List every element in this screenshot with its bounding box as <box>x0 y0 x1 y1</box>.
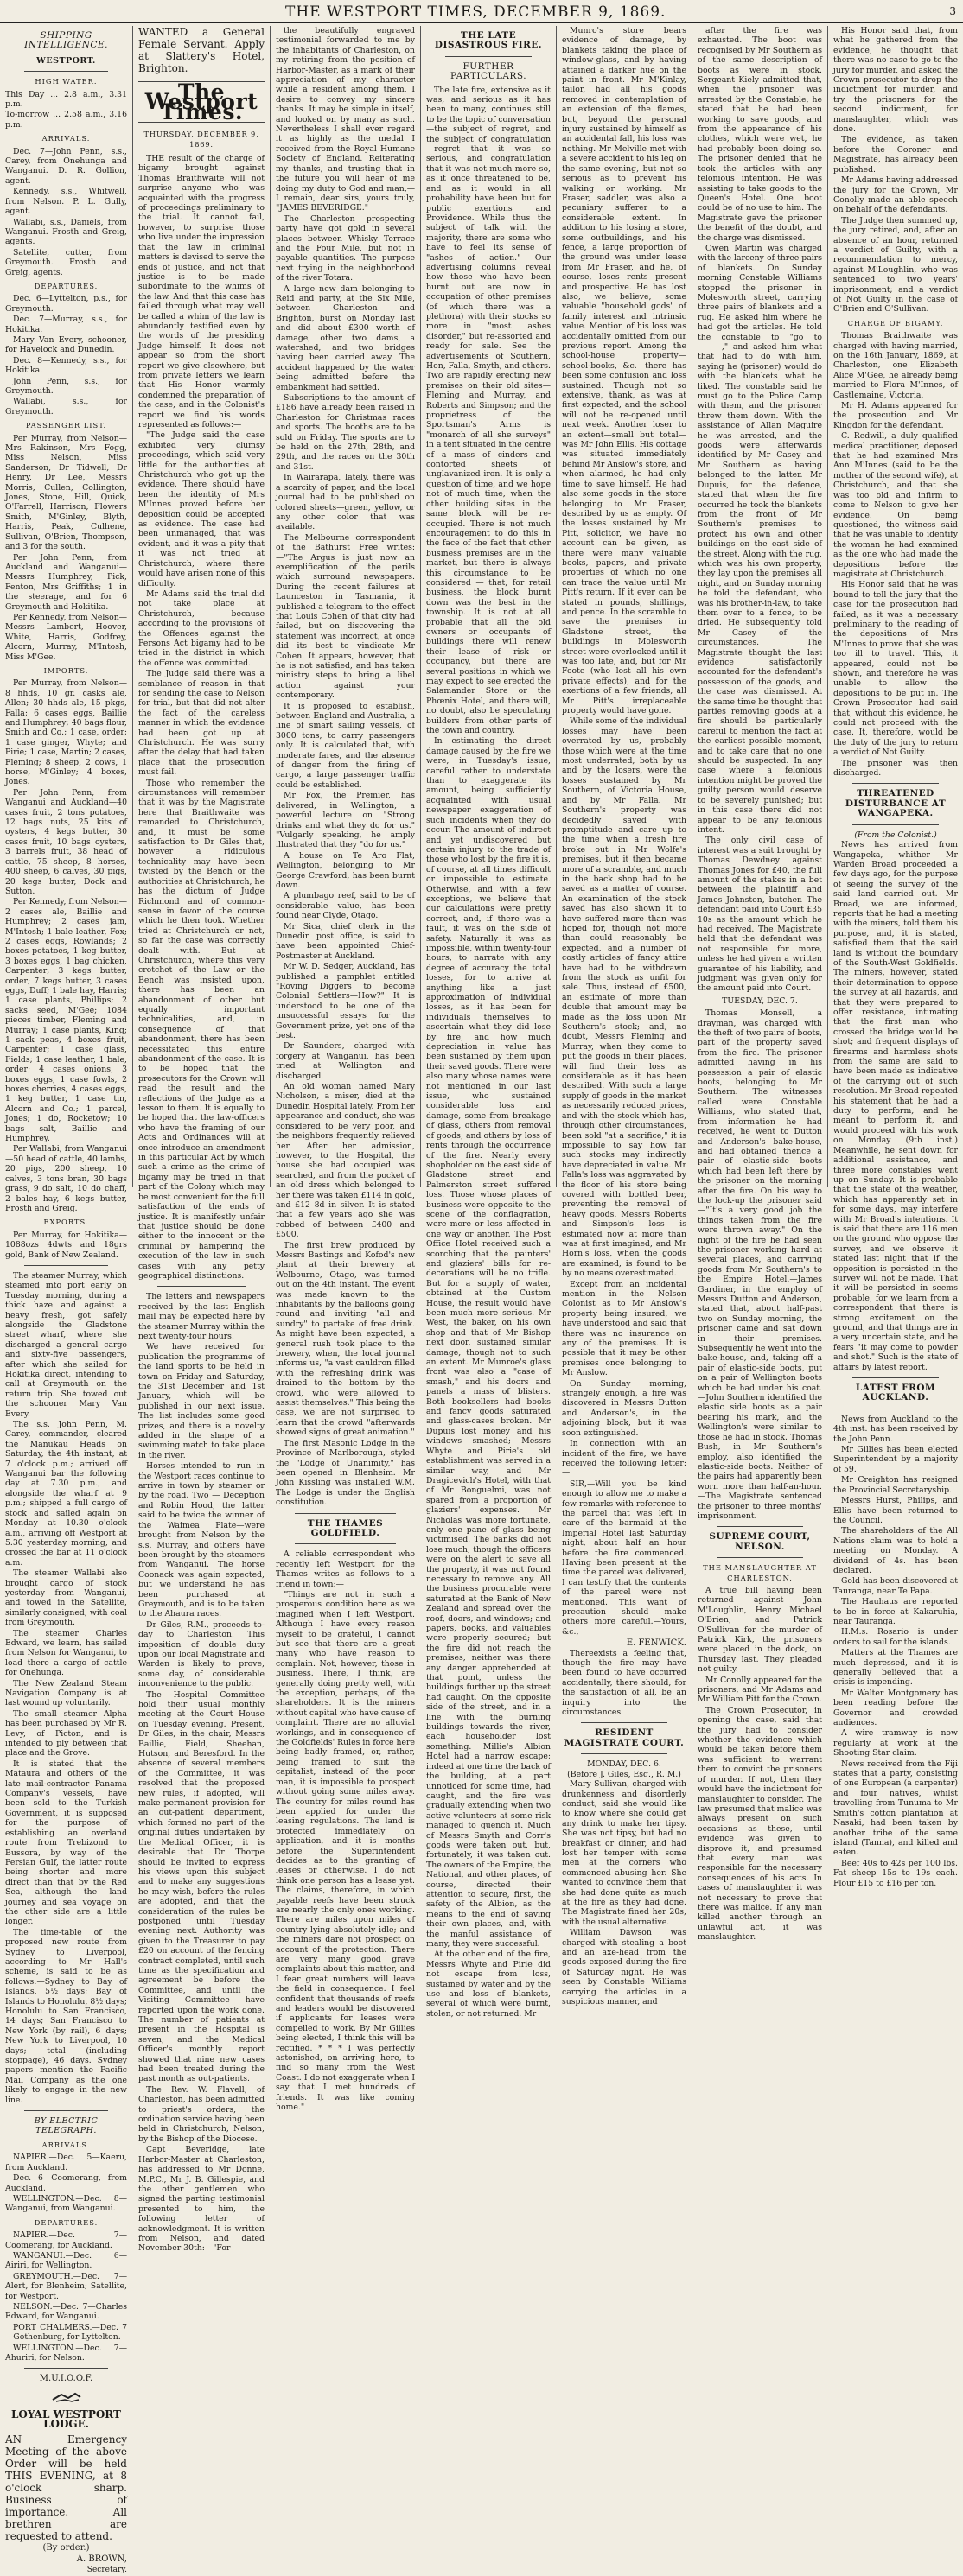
paragraph: We have received for publication the programme of the land sports to be held in town on Friday and Saturday, the 31st December and 1st January, which will be published in our next issue. The list includes some good prizes, and there is a novelty added in the shape of a swimming match to take place in the river. <box>138 1342 265 1460</box>
section-heading: SUPREME COURT, NELSON. <box>709 1531 811 1552</box>
lodge-heading: M.U.I.O.O.F. <box>39 2374 93 2384</box>
paragraph: A house on Te Aro Flat, Wellington, belonging to Mr George Crawford, has been burnt down. <box>276 850 415 890</box>
divider <box>852 824 939 825</box>
list-item: Per John Penn, from Wanganui and Auckland—40 cases fruit, 2 tons potatoes, 12 bags nuts, 25 kits of oysters, 4 kegs butter, 30 cases fruit, 10 bags oysters, 3 barrels fruit, 38 head of cattle, 75 sheep, 8 horses, 400 sheep, 6 calves, 30 pigs, 20 kegs butter, Dock and Sutton. <box>5 787 127 896</box>
court-date: TUESDAY, DEC. 7. <box>722 995 798 1006</box>
paragraph: The Judge then summed up, the jury retired, and, after an absence of an hour, returned a verdict of Guilty, with a recommendation to mercy, against M'Loughlin, who was sentenced to two years' imprisonment; and a verdict of Not Guilty in the case of O'Brien and O'Sullivan. <box>833 215 958 315</box>
paragraph: A true bill having been returned against John M'Loughlin, Henry Michael O'Brien, and Patrick O'Sullivan for the murder of Patrick Kirk, the prisoners were placed in the dock, on Thursday last. They pleaded not guilty. <box>698 1585 822 1675</box>
text-line: To-morrow ... 2.58 a.m., 3.16 p.m. <box>5 110 127 130</box>
paragraph: Mr Creighton has resigned the Provincial Secretaryship. <box>833 1475 958 1495</box>
court-bench: (Before J. Giles, Esq., R. M.) <box>567 1769 681 1779</box>
paragraph: "The Judge said the case exhibited very clumsy proceedings, which said very little for the authorities at Christchurch who got up the evidence. There should have been the identity of Mrs M'Innes proved before her deposition could be accepted as evidence. The case had been unmanaged, that was evident, and it was a pity that it was not tried at Christchurch, where there would have arisen none of this difficulty. <box>138 430 265 588</box>
paragraph: It is stated that the Mataura and others of the late mail-contractor Panama Company's vessels, have been sold to the Turkish Government, it is supposed for the purpose of establishing an overland route from Trebizond to Bussora, by way of the Persian Gulf, the latter route being shorter and more direct than that by the Red Sea, although the land journey and sea voyage on the other side are a little longer. <box>5 1759 127 1927</box>
divider <box>581 1722 667 1723</box>
paragraph: It is proposed to establish, between England and Australia, a line of smart sailing vessels, of 3000 tons, to carry passengers only. It is calculated that, with moderate fares, and the absence of danger from the firing of cargo, a large passenger traffic could be established. <box>276 701 415 790</box>
divider <box>581 1753 667 1754</box>
divider <box>157 1286 246 1287</box>
masthead <box>0 0 963 23</box>
paragraph: The steamer Charles Edward, we learn, has sailed from Nelson for Wanganui, to load there a cargo of cattle for Onehunga. <box>5 1628 127 1678</box>
paragraph: The first Masonic Lodge in the Province of Marlborough, styled the "Lodge of Unanimity," has been opened in Blenheim. Mr John Kissling was installed W.M. The Lodge is under the English constitution. <box>276 1438 415 1508</box>
paragraph: The s.s. John Penn, M. Carey, commander, cleared the Manukau Heads on Saturday, the 4th instant, at 7 o'clock p.m.; arrived off Wanganui bar the following day at 7.30 p.m., and alongside the wharf at 9 p.m.; shipped a full cargo of stock and sailed again on Monday at 10.30 o'clock a.m., arriving off Westport at 5.30 yesterday morning, and crossed the bar at 11 o'clock a.m. <box>5 1420 127 1568</box>
list-item: Kennedy, s.s., Whitwell, from Nelson. P. L. Gully, agent. <box>5 187 127 217</box>
subheading: IMPORTS. <box>43 665 89 675</box>
list-item: Per Murray, from Nelson—Mrs Rakinson, Mrs Fogg, Miss Nelson, Miss Sanderson, Dr Tidwell, Dr Henry, Dr Lee, Messrs Morris, Cullen, Collington, Jones, Stone, Hill, Quick, O'Farrell, Harrison, Flowers Smith, M'Ginley, Blyth, Harris, Peak, Culhene, Sullivan, O'Brien, Thompson, and 3 for the south. <box>5 433 127 552</box>
list-item: NAPIER.—Dec. 5—Kaeru, from Auckland. <box>5 2153 127 2172</box>
paragraph: C. Redwill, a duly qualified medical practitioner, deposed that he had examined Mrs Ann M'Innes (said to be the mother of the second wife), at Christchurch, and that she was too old and infirm to come to Nelson to give her evidence. On being questioned, the witness said that he was unable to identify the woman he had examined as the one who had made the depositions before the magistrate at Christchurch. <box>833 431 958 579</box>
list-item: Per Murray, for Hokitika—1088ozs 4dwts and 18grs gold, Bank of New Zealand. <box>5 1230 127 1260</box>
paragraph: Those who remember the circumstances will remember that it was by the Magistrate here that Braithwaite was remanded to Christchurch, and, it must be some satisfaction to Dr Giles that, however a ridiculous technicality may have been twisted by the Bench or the authorities at Christchurch, he has the dictum of Judge Richmond and of common-sense in favor of the course which he then took. Whether tried at Christchurch or not, so far the case was correctly dealt with. But at Christchurch, where this very crotchet of the Law or the Bench was insisted upon, there has been an abandonment of other but equally important technicalities, and, in consequence of that abandonment, there has been necessitated this entire abandonment of the case. It is to be hoped that the prosecutors for the Crown will read the result and the reflections of the Judge as a lesson to them. It is equally to be hoped that the law-officers who have the framing of our Acts and Ordinances will at once introduce an amendment in this particular Act by which such a crime as the crime of bigamy may be tried in that part of the Colony which may be most convenient for the full satisfaction of the ends of justice. It is manifestly unfair that justice should be done either to the innocent or the criminal by hampering the execution of the law in such cases with any petty geographical distinctions. <box>138 778 265 1281</box>
column-2 <box>132 26 270 2254</box>
paragraph: Mr H. Adams appeared for the prosecution and Mr Kingdon for the defendant. <box>833 401 958 430</box>
paper-name: The Westport Times. <box>144 80 258 124</box>
divider <box>852 783 939 784</box>
paragraph: The small steamer Alpha has been purchased by Mr R. Levy, of Picton, and is intended to ply between that place and the Grove. <box>5 1708 127 1759</box>
paragraph: Capt Beveridge, late Harbor-Master at Charleston, has addressed to Mr Donne, M.P.C., Mr J. B. Gillespie, and the other gentlemen who signed the parting testimonial presented to him, the following letter of acknowledgment. It is written from Nelson, and dated November 30th:—"For <box>138 2145 265 2254</box>
list-item: Dec. 8—Kennedy, s.s., for Hokitika. <box>5 355 127 376</box>
list-item: PORT CHALMERS.—Dec. 7—Gothenburg, for Lyttelton. <box>5 2322 127 2343</box>
section-heading: SHIPPING INTELLIGENCE. <box>24 30 108 51</box>
paragraph: THE result of the charge of bigamy brought against Thomas Braithwaite will not surprise anyone who was acquainted with the progress of proceedings preliminary to the trial. It cannot fail, however, to surprise those who live under the impression that the law in criminal matters is devised to serve the ends of justice, and not that justice is to be made subordinate to the whims of the law. And that this case has failed through what may well be called a whim of the law is abundantly testified even by the words of the presiding Judge himself. It does not appear so from the short report we give elsewhere, but from private letters we learn that His Honor warmly condemned the preparation of the case, and in the Colonist's report we find his words represented as follows:— <box>138 154 265 429</box>
subheading: THE MANSLAUGHTER AT CHARLESTON. <box>703 1563 817 1582</box>
paragraph: William Dawson was charged with stealing a boot and an axe-head from the goods exposed during the fire of Saturday night. He was seen by Constable Williams carrying the articles in a suspicious manner, and <box>562 1928 686 2007</box>
divider <box>24 1265 108 1266</box>
paragraph: Subscriptions to the amount of £186 have already been raised in Charleston for Christmas races and sports. The booths are to be sold on Friday. The sports are to be held on the 27th, 28th, and 29th, and the races on the 30th and 31st. <box>276 393 415 472</box>
column-5 <box>556 26 692 2007</box>
paragraph: In Wairarapa, lately, there was a scarcity of paper, and the local journal had to be published on colored sheets—green, yellow, or any other color that was available. <box>276 473 415 532</box>
paragraph: News received from the Fiji states that a party, consisting of one European (a carpenter) and four natives, whilst travelling from Tunuma to Mr Smith's cotton plantation at Nasaki, had been taken by another tribe of the same island (Tanna), and killed and eaten. <box>833 1759 958 1858</box>
paragraph: Munro's store bears evidence of damage, by blankets taking the place of window-glass, and by having attained a darker hue on the paint in front. Mr M'Kinlay, tailor, had all his goods removed in contemplation of an extension of the flames, but, beyond the personal injury sustained by himself as an accidental fall, his loss was nothing. Mr Melville met with a severe accident to his leg on the same evening, but not so serious as to prevent his walking or working. Mr Fraser, saddler, was also a pecuniary sufferer to a considerable extent. In addition to his losing a store, some outbuildings, and his fence, a large proportion of the ground was under lease from Mr Fraser, and he, of course, loses rents present and prospective. He has lost also, we believe, some valuable "household gods" of family interest and intrinsic value. Mention of his loss was accidentally omitted from our previous report. Among the school-house property—school-books, &c.—there has been some confusion and loss sustained. Though not so extensive, thank, as was at first expected, and the school will not be re-opened until next week. Another loser to an extent—small but total—was Mr John Ellis. His cottage was situated immediately behind Mr Anslow's store, and when alarmed, he had only time to save himself. He had also some goods in the store belonging to Mr Fraser, described by us as empty. Of the losses sustained by Mr Pitt, solicitor, we have no account can be given, as there were many valuable books, papers, and private properties of which no one can trace the value until Mr Pitt's return. If it ever can be stated in pounds, shillings, and pence. In the scramble to save the premises in Gladstone street, the buildings in Molesworth street were overlooked until it was too late, and, but for Mr Foote (who lost all his own private effects), and for the exertions of a few friends, all Mr Pitt's irreplaceable property would have gone. <box>562 26 686 716</box>
section-subheading: WESTPORT. <box>36 55 96 66</box>
subheading: EXPORTS. <box>43 1218 89 1227</box>
paragraph: Matters at the Thames are much depressed, and it is generally believed that a crisis is impending. <box>833 1648 958 1688</box>
list-item: Per Kennedy, from Nelson—Messrs Lambert, Hoover, White, Harris, Godfrey, Alcorn, Murray, M'Intosh, Miss M'Gee. <box>5 612 127 662</box>
paragraph: The Hauhaus are reported to be in force at Kakaruhia, near Tauranga. <box>833 1597 958 1626</box>
list-item: Dec. 6—Coomerang, from Auckland. <box>5 2173 127 2193</box>
list-item: Per Kennedy, from Nelson—2 cases ale, Baillie and Humphrey; 2 cases jam, M'Intosh; 1 bale leather, Fox; 2 cases eggs, Rowlands; 2 boxes potatoes, 1 keg butter, 3 boxes eggs, 1 bag chicken, Carpenter; 3 kegs butter, order; 7 kegs butter, 3 cases eggs, Duff; 1 bale hay, Harris; 1 case plants, Phillips; 2 sacks seed, M'Gee; 1084 pieces timber, Fleming and Murray; 1 case plants, King; 1 sack peas, 4 boxes fruit, Carpenter; 1 case glass, Fields; 1 case leather, 1 bale, order; 4 cases onions, 3 boxes eggs, 1 case fowls, 2 boxes cherries, 4 cases eggs, 1 keg butter, 1 case tin, Alcorn and Co.; 1 parcel, Jones; 1 do, Rocketow; 10 bags salt, Baillie and Humphrey. <box>5 897 127 1144</box>
divider <box>295 1543 396 1544</box>
list-item: Satellite, cutter, from Greymouth. Frosth and Greig, agents. <box>5 247 127 277</box>
section-heading: BY ELECTRIC TELEGRAPH. <box>34 2116 99 2136</box>
letter: SIR,—Will you be kind enough to allow me to make a few remarks with reference to the parcel that was left in care of the barmaid at the Imperial Hotel last Saturday night, about half an hour before the fire commenced. Having been present at the time the parcel was delivered, I can testify that the contents of the parcel were not mentioned. This want of precaution should make others more careful.—Yours, &c., <box>562 1479 686 1637</box>
paragraph: Mary Sullivan, charged with drunkenness and disorderly conduct, said she would like to know where she could get any drink to make her tipsy. She was not tipsy, but had no breakfast or dinner, and had lost her temper with some men at the corners who commenced abusing her. She wanted to convince them that she had done quite as much at the fire as they had done. The Magistrate fined her 20s, with the usual alternative. <box>562 1779 686 1927</box>
lodge-name: LOYAL WESTPORT LODGE. <box>10 2407 121 2431</box>
paragraph: Beef 40s to 42s per 100 lbs. Fat sheep 15s to 19s each. Flour £15 to £16 per ton. <box>833 1858 958 1888</box>
subheading: ARRIVALS. <box>41 2140 91 2149</box>
paragraph: His Honor said that he was bound to tell the jury that the case for the prosecution had failed, as it was a necessary preliminary to the reading of the depositions of Mrs M'Innes to prove that she was too ill to travel. This, it appeared, could not be shown, and therefore he was unable to allow the depositions to be put in. The Crown Prosecutor had said that, without this evidence, he could not proceed with the case. It, therefore, would be the duty of the jury to return a verdict of Not Guilty. <box>833 580 958 758</box>
paragraph: News from Auckland to the 4th inst. has been received by the John Penn. <box>833 1414 958 1444</box>
paragraph: The Melbourne correspondent of the Bathurst Free writes:—"The Argus is just now an exemplification of the perils which surround newspapers. During the recent failures at Launceston in Tasmania, it published a telegram to the effect that Louis Cohen of that city had failed, but on discovering the statement was incorrect, at once did its best to vindicate Mr Cohen. It appears, however, that he is not satisfied, and has taken ministry steps to bring a libel action against your contemporary. <box>276 532 415 701</box>
paragraph: The evidence, as taken before the Coroner and Magistrate, has already been published. <box>833 135 958 175</box>
list-item: Dec. 6—Lyttelton, p.s., for Greymouth. <box>5 294 127 314</box>
paragraph: The time-table of the proposed new route from Sydney to Liverpool, according to Mr Hall's scheme, is said to be as follows:—Sydney to Bay of Islands, 5½ days; Bay of Islands to Honolulu, 8½ days; Honolulu to San Francisco, 14 days; San Francisco to New York (by rail), 6 days; New York to Liverpool, 10 days; total (including stoppage), 46 days. Sydney papers mention the Pacific Mail Company as the one likely to engage in the new line. <box>5 1927 127 2105</box>
list-item: NAPIER.—Dec. 7—Coomerang, for Auckland. <box>5 2230 127 2250</box>
paragraph: The New Zealand Steam Navigation Company is at last wound up voluntarily. <box>5 1678 127 1708</box>
paragraph: A large new dam belonging to Reid and party, at the Six Mile, between Charleston and Brighton, burst on Monday last and did about £300 worth of damage, other two dams, a watershed, and two bridges having been carried away. The accident happened by the water being admitted before the embankment had settled. <box>276 283 415 392</box>
list-item: WELLINGTON.—Dec. 8—Wanganui, from Wanganui. <box>5 2193 127 2214</box>
list-item: GREYMOUTH.—Dec. 7—Alert, for Blenheim; Satellite, for Westport. <box>5 2271 127 2301</box>
divider <box>717 1526 803 1527</box>
paragraph: Mr Gillies has been elected Superintendent by a majority of 59. <box>833 1445 958 1474</box>
column-3 <box>270 26 420 2113</box>
list-item: Dec. 7—John Penn, s.s., Carey, from Onehunga and Wanganui. D. R. Gollion, agent. <box>5 146 127 186</box>
section-heading: RESIDENT MAGISTRATE COURT. <box>564 1727 685 1748</box>
section-heading: THE THAMES GOLDFIELD. <box>307 1517 384 1538</box>
court-date: MONDAY, DEC. 6. <box>587 1759 661 1770</box>
paragraph: Dr Saunders, charged with forgery at Wanganui, has been tried at Wellington and discharged. <box>276 1041 415 1081</box>
paragraph: The prisoner was then discharged. <box>833 758 958 779</box>
paragraph: Mr Conolly appeared for the prisoners, and Mr Adams and Mr William Pitt for the Crown. <box>698 1675 822 1705</box>
section-subheading: FURTHER PARTICULARS. <box>450 60 527 82</box>
list-item: Mary Van Every, schooner, for Havelock and Dunedin. <box>5 334 127 355</box>
paragraph: Except from an incidental mention in the Nelson Colonist as to Mr Anslow's property being insured, we have understood and said that there was no insurance on any of the premises. It is possible that it may be other premises once belonging to Mr Anslow. <box>562 1279 686 1378</box>
letter-signature: E. FENWICK. <box>626 1638 686 1649</box>
paragraph: Thomas Braithwaite was charged with having married, on the 16th January, 1869, at Charleston, one Elizabeth Alice M'Gee, he already being married to Flora M'Innes, of Castlemaine, Victoria. <box>833 331 958 400</box>
issue-date: THURSDAY, DECEMBER 9, 1869. <box>143 130 259 149</box>
lodge-order: (By order.) <box>42 2542 90 2553</box>
paragraph: Gold has been discovered at Tauranga, near Te Papa. <box>833 1576 958 1596</box>
paragraph: Thomas Monsell, a drayman, was charged with the theft of two pairs of boots, part of the property saved from the fire. The prisoner admitted having in his possession a pair of elastic boots, belonging to Mr Southern. The witnesses called were Constable Williams, who stated that, from information he had received, he went to Dutton and Anderson's bake-house, and had obtained thence a pair of elastic-side boots which had been left there by the prisoner on the morning after the fire. On his way to the lock-up the prisoner said—"It's a very good job the things taken from the fire were thrown away." On the night of the fire he had seen the prisoner working hard at several places, and carrying goods from Mr Southern's to the Empire Hotel.—James Gardiner, in the employ of Messrs Dutton and Anderson, stated that, about half-past two on Sunday morning, the prisoner came and sat down in their premises. Subsequently he went into the bake-house, and, taking off a pair of elastic-side boots, put on a pair of Wellington boots which he had under his coat.—John Southern identified the elastic side boots as a pair bearing his mark, and the Wellington's were similar to those he had in stock. Thomas Bush, in Mr Southern's employ, also identified the elastic-side boots. Neither of the pairs had apparently been worn more than half-an-hour.—The Magistrate sentenced the prisoner to three months' imprisonment. <box>698 1008 822 1521</box>
paragraph: While some of the individual losses may have been overrated by us, probably those which were at the time most underrated, both by us and by the losers, were the losses sustained by Mr Southern, of Victoria House, and by Mr Falla. Mr Southern's property was decidedly saved with promptitude and care up to the time when a fresh fire broke out in Mr Wolfe's premises, but it then became more of a scramble, and much in the back shop had to be saved as a matter of course. An examination of the stock saved has also shown it to have suffered more than was hoped for, though not more than could reasonably be expected, and a number of costly articles of fancy attire have had to be withdrawn from the stock as unfit for sale. Thus, instead of £500, an estimate of more than double that amount may be made as the loss upon Mr Southern's stock; and, no doubt, Messrs Fleming and Murray, when they come to put the goods in their places, will find their loss as considerable as it has been described. With such a large supply of goods in the market as necessarily reduced prices, and with the stock which has, through other circumstances, been sold "at a sacrifice," it is impossible to say how far such stocks may indirectly have depreciated in value. Mr Falla's loss was aggravated by the floor of his store being covered with bottled beer, preventing the removal of heavy goods. Messrs Roberts and Simpson's loss is estimated now at more than was at first imagined, and Mr Horn's loss, when the goods are examined, is found to be by no means overestimated. <box>562 716 686 1279</box>
subheading: DEPARTURES. <box>34 281 99 290</box>
paragraph: Mr Adams said the trial did not take place at Christchurch, because according to the provisions of the Offences against the Persons Act bigamy had to be tried in the district in which the offence was committed. <box>138 588 265 668</box>
list-item: Per Wallabi, from Wanganui—50 head of cattle, 40 lambs, 20 pigs, 200 sheep, 10 calves, 3 tons bran, 30 bags grass, 9 do salt, 10 do chaff, 2 bales hay, 6 kegs butter, Frosth and Greig. <box>5 1144 127 1213</box>
list-item: WANGANUI.—Dec. 6—Airiri, for Wellington. <box>5 2250 127 2271</box>
paragraph: Thereexists a feeling that, though the fire may have been found to have occurred accidentally, there should, for the satisfaction of all, be an inquiry into the circumstances. <box>562 1648 686 1718</box>
paragraph: An old woman named Mary Nicholson, a miser, died at the Dunedin Hospital lately. From her appearance and conduct, she was considered to be very poor, and the neighbors frequently relieved her. After her admission, however, to the Hospital, the house she had occupied was searched, and from the pocket of an old dress which belonged to her there was taken £114 in gold, and £12 8d in silver. It is stated that a few years ago she was robbed of between £400 and £500. <box>276 1082 415 1240</box>
paragraph: The Rev. W. Flavell, of Charleston, has been admitted to priest's orders, the ordination service having been held in Christchurch, Nelson, by the Bishop of the Diocese. <box>138 2084 265 2144</box>
list-item: NELSON.—Dec. 7—Charles Edward, for Wanganui. <box>5 2301 127 2322</box>
list-item: John Penn, s.s., for Greymouth. <box>5 376 127 396</box>
paragraph: In connection with an incident of the fire, we have received the following letter:— <box>562 1439 686 1479</box>
divider <box>445 56 532 57</box>
paragraph: The late fire, extensive as it was, and serious as it has been to many, continues still to be the topic of conversation—the subject of regret, and the subject of congratulation—regret that it was so serious, and congratulation that it was not much more so, as it once threatened to be, and as it would in all probability have been but for public exertions and Providence. While thus the subject of talk with the majority, there are some who have to feel its sense of "ashes of action." Our advertising columns reveal how those who have been burnt out are now in occupation of other premises (of which there was a plethora) with their stocks so more in "most ashes disorder," but re-assorted and ready for sale. See the advertisements of Southern, Hon, Falla, Smyth, and others. Two are rapidly erecting new premises on their old sites—Fleming and Murray, and Roberts and Simpson; and the proprietress of the Sportsman's Arms is "monarch of all she surveys" in a tent situated in the centre of a mass of cinders and contorted sheets of unglavanized iron. It is only a question of time, and we hope not of much time, when the other building sites in the same block will be re-occupied. There is not much encouragement to do this in the face of the fact that other business premises are in the market, but there is always this circumstance to be considered — that, for retail business, the block burnt down was the best in the township. It is not at all probable that all the old owners or occupants of buildings there will renew their lease of risk or occupancy, but there are several positions in which we may expect to see erected the Salamander Store or the Phœnix Hotel, and there will, no doubt, also be speculating builders from other parts of the town and country. <box>426 85 551 736</box>
paragraph: The Charleston prospecting party have got gold in several places between Whisky Terrace and the Four Mile, but not in payable quantities. The purpose next trying in the neighborhood of the river Totara. <box>276 213 415 283</box>
paragraph: Mr Fox, the Premier, has delivered, in Wellington, a powerful lecture on "Strong drinks and what they do for us." "Vulgarly speaking, he amply illustrated that they "do for us." <box>276 791 415 850</box>
column-1 <box>0 26 132 2575</box>
paragraph: His Honor said that, from what he gathered from the evidence, he thought that there was no case to go to the jury for murder, and asked the Crown prosecutor to drop the indictment for murder, and try the prisoners for the second indictment, for manslaughter, which was done. <box>833 26 959 135</box>
paragraph: the beautifully engraved testimonial forwarded to me by the inhabitants of Charleston, on my retiring from the position of Harbor-Master, as a mark of their appreciation of my character while a resident among them, I desire to convey my sincere thanks. It may be simple in itself, and looked on by many as such. Nevertheless I shall ever regard it as highly as the medal I received from the Royal Humane Society of England. Reiterating my thanks, and trusting that in the future you will hear of me doing my duty to God and man,—I remain, dear sirs, yours truly, "JAMES BEVERIDGE." <box>276 26 415 213</box>
paragraph: Mr Walter Montgomery has been reading before the Governor and crowded audiences. <box>833 1688 958 1728</box>
paragraph: The steamer Wallabi also brought cargo of stock yesterday from Wanganui, and towed in the Satellite, similarly consigned, with coal from Greymouth. <box>5 1568 127 1628</box>
list-item: Wallabi, s.s., Daniels, from Wanganui. Frosth and Greig, agents. <box>5 217 127 247</box>
column-6 <box>692 26 827 1943</box>
masthead-title: THE WESTPORT TIMES, DECEMBER 9, 1869. <box>285 3 666 21</box>
paragraph: A reliable correspondent who recently left Westport for the Thames writes as follows to a friend in town:— <box>276 1549 415 1589</box>
paragraph: The Hospital Committee hold their usual monthly meeting at the Court House on Tuesday evening. Present, Dr Giles, in the chair, Messrs Baillie, Field, Sheehan, Hutson, and Beresford. In the absence of several members of the Committee, it was resolved that the proposed new rules, if adopted, will make permanent provision for an out-patient department, which formed no part of the original duties undertaken by the Medical Officer, it is desirable that Dr Thorpe should be invited to express his views upon this subject and to make any suggestions he may wish, before the rules are adopted, and that the consideration of the rules be postponed until Tuesday evening next. Authority was given to the Treasurer to pay £20 on account of the fencing contract completed, until such time as the specification and agreement be before the Committee, and until the Visiting Committee have reported upon the work done. The number of patients at present in the Hospital is seven, and the Medical Officer's monthly report showed that nine new cases had been treated during the past month as out-patients. <box>138 1689 265 2084</box>
paragraph: H.M.s. Rosario is under orders to sail for the islands. <box>833 1627 958 1647</box>
paragraph: The shareholders of the All Nations claim was to hold a meeting on Monday. A dividend of 4s. has been declared. <box>833 1526 958 1575</box>
page-number: 3 <box>949 5 956 17</box>
paragraph: Mr Sica, chief clerk in the Dunedin post office, is said to have been appointed Chief-Postmaster at Auckland. <box>276 921 415 961</box>
paragraph: Messrs Hurst, Philips, and Ellis have been returned to the Council. <box>833 1496 958 1525</box>
paragraph: A plumbago reef, said to be of considerable value, has been found near Clyde, Otago. <box>276 891 415 921</box>
paragraph: News has arrived from Wangapeka, whither Mr Warden Broad proceeded a few days ago, for the purpose of seeing the survey of the said land carried out. Mr Broad, we are informed, reports that he had a meeting with the miners, told them his purpose, and, it is stated, satisfied them that the said land is without the boundary of the South-West Goldfields. The miners, however, stated their determination to oppose the survey at all hazards, and that they were prepared to offer resistance, intimating that the first man who crossed the bridge would be shot; and frequent displays of firearms and harmless shots from the same are said to have been made as indicative of the carrying out of such resolution. Mr Broad repeated his statement that he had a duty to perform, and he meant to perform it, and would proceed with his work on Monday (9th inst.) Meanwhile, he sent down for additional assistance, and three more constables went up on Sunday. It is probable that the state of the weather, which has apparently set in for some days, may interfere with Mr Broad's intentions. It is said that there are 116 men on the ground who oppose the survey, and we observe it stated last night that if the opposition is persisted in the survey will not be made. That it will be persisted in seems probable, for we learn from a correspondent that there is strong excitement on the ground, and that things are in a very uncertain state, and he fears "it may come to powder and shot." Such is the state of affairs by latest report. <box>833 840 958 1372</box>
paragraph: The steamer Murray, which steamed into port early on Tuesday morning, during a thick haze and against a heavy fresh, got safely alongside the Gladstone street wharf, where she discharged a general cargo and sixty-five passengers, after which she sailed for Hokitika direct, intending to call at Greymouth on the return trip. She towed out the schooner Mary Van Every. <box>5 1270 127 1419</box>
list-item: WELLINGTON.—Dec. 7—Ahuriri, for Nelson. <box>5 2343 127 2363</box>
subheading: HIGH WATER. <box>35 77 98 86</box>
paragraph: A wire tramway is now regularly at work at the Shooting Star claim. <box>833 1728 958 1759</box>
section-heading: THE LATE DISASTROUS FIRE. <box>434 30 543 51</box>
paragraph: The letters and newspapers received by the last English mail may be expected here by the steamer Murray within the next twenty-four hours. <box>138 1292 265 1341</box>
paragraph: Horses intended to run in the Westport races continue to arrive in town by steamer or by the road. Two — Deception and Robin Hood, the latter said to be twice the winner of the Waimea Plate—were brought from Nelson by the s.s. Murray, and others have been brought by the steamers from Wanganui. The horse Coonack was again expected, but we understand he has been purchased at Greymouth, and is to be taken to the Ahaura races. <box>138 1461 265 1619</box>
divider <box>852 1377 939 1378</box>
paragraph: The first brew produced by Messrs Bastings and Kofod's new plant at their brewery at Welbourne, Otago, was turned out on the 4th instant. The event was made known to the inhabitants by the balloons going round and inviting "all and sundry" to partake of free drink. As might have been expected, a general rush took place to the brewery, when, the local journal informs us, "a vast cauldron filled with the refreshing drink was drained to the bottom by the crowd, who were allowed to assist themselves." This being the case, we are not surprised to learn that the crowd "afterwards showed signs of great animation." <box>276 1240 415 1438</box>
paragraph: "Things are not in such a prosperous condition here as we imagined when I left Westport. Although I have every reason myself to be grateful, I cannot but see that there are a great many who have reason to complain. Not, however, those in business. There, I think, are generally doing pretty well, with the exception, perhaps, of the shareholders. It is the miners without capital who have cause of complaint. There are no alluvial workings, and in consequence of the Goldfields' Rules in force here being badly framed, or, rather, being framed to suit the capitalist, instead of the poor man, it is impossible to prospect without going some miles away. The country for miles round has been applied for under the leasing regulations. The land is protected immediately on application, and it is months before the Superintendent decides as to the granting of leases or otherwise. I do not think one person has a lease yet. The claims, therefore, in which payable reefs have been struck are nearly the only ones working. There are miles upon miles of country lying absolutely idle; and the miners dare not prospect on account of the protection. There are very many good grave complaints about this matter, and I fear great numbers will leave the field in consequence. I feel confident that thousands of reefs and leaders would be discovered if applicants for leases were compelled to work. By Mr Gillies being elected, I think this will be rectified. * * * I was perfectly astonished, on arriving here, to find so many from the West Coast. I do not exaggerate when I say that I met hundreds of friends. It was like coming home." <box>276 1589 415 2113</box>
list-item: Wallabi, s.s., for Greymouth. <box>5 397 127 417</box>
divider <box>24 2110 108 2111</box>
list-item: Per Murray, from Nelson—8 hhds, 10 gr. casks ale, Allen; 30 hhds ale, 15 pkgs, Falla; 6 cases eggs, Baillie and Humphrey; 40 bags flour, Smith and Co.; 1 case, order; 1 case ginger, Whyte; and Pirie; 1 case, Martin; 2 cases, Fleming; 8 sheep, 2 cows, 1 horse, M'Ginley; 4 boxes, Jones. <box>5 678 127 787</box>
paragraph: In estimating the direct damage caused by the fire we were, in Tuesday's issue, careful rather to understate than to exaggerate its amount, being sufficiently acquainted with usual newspaper exaggeration of such incidents when they do occur. The amount of indirect and yet undiscovered but certain injury to the trade of those who lost by the fire it is, of course, at all times difficult or impossible to estimate. Otherwise, and with a few exceptions, we believe that our calculations were pretty correct, and, if there was a fault, it was on the side of safety. Naturally it was as impossible, within twenty-four hours, to narrate with any degree of accuracy the total losses, for to arrive at anything like a just approximation of individual losses, as it has been for individuals themselves to ascertain what they did lose by fire, and how much depreciation in value has been sustained by them upon their saved goods. There were also many whose names were not mentioned in our last issue, who sustained considerable loss and damage, some from breakage of glass, others from removal of goods, and others by loss of rents through the occurrence of the fire. Nearly every shopholder on the east side of Gladstone street and Palmerston street suffered loss. Those whose places of business were opposite to the scene of the conflagration, were more or less affected in one way or another. The Post Office Hotel received such a scorching that the painters' and glaziers' bills for re-decorations will be no trifle. But for a supply of water, obtained at the Custom House, the result would have been much more serious. Mr West, the baker, on his own shop and that of Mr Bishop next door, sustained similar damage, though not to such an extent. Mr Munroe's glass front was also a "case of smash," and his doors and panels a mass of blisters. Both booksellers had books and fancy goods saturated and glass-cases broken. Mr Dupuis lost money and his windows smashed; Messrs Whyte and Pirie's old establishment was served in a similar way, and Mr Dragicevich's Hotel, with that of Mr Bonguelmi, was not spared from a proportion of glaziers' expenses. Mr Nicholas was more fortunate, only one pane of glass being victimised. The banks did not lose much; though the officers were on the alert to save all the property, it was not found necessary to remove any. All the business procurable were saturated at the Bank of New Zealand and spread over the roof, doors, and windows; and papers, books, and valuables were properly secured; but the fire did not reach the premises, neither was there any danger apprehended at that point, unless the buildings further up the street had caught. On the opposite side of the street, and in a line with the burning buildings towards the river, each householder lost something. Millie's Albion Hotel had a narrow escape; indeed at one time the back of the building, at a part unnoticed for some time, had caught, and the fire was gradually extending when two active volunteers at some risk managed to quench it. Much of Messrs Smyth and Corr's goods were taken out, but, fortunately, it was taken out. The owners of the Empire, the National, and other places, of course, directed their attention to secure, first, the safety of the Albion, as the means to the end of saving their own places, and, with the manful assistance of many, they were successful. <box>426 736 551 1949</box>
paragraph: Mr Adams having addressed the jury for the Crown, Mr Conolly made an able speech on behalf of the defendants. <box>833 175 958 215</box>
divider <box>24 2368 108 2369</box>
text-line: This Day ... 2.8 a.m., 3.31 p.m. <box>5 89 127 110</box>
paragraph: At the other end of the fire, Messrs Whyte and Pirie did not escape from loss, sustained by water and by the use and loss of blankets, several of which were burnt, stolen, or not returned. Mr <box>426 1949 551 2019</box>
wanted-advertisement: WANTED a General Female Servant. Apply at Slattery's Hotel, Brighton. <box>138 26 265 74</box>
section-heading: THREATENED DISTURBANCE AT WANGAPEKA. <box>845 788 947 819</box>
column-4 <box>420 26 556 2019</box>
divider <box>24 71 108 72</box>
paragraph: The Crown Prosecutor, in opening the case, said that the jury had to consider whether the evidence which would be taken before them was sufficient to warrant them to convict the prisoners of murder. If not, then they would have the indictment for manslaughter to consider. The law presumed that malice was always present on such occasions as these, until evidence was given to disprove it, and presumed that every man was responsible for the necessary consequences of his acts. In cases of manslaughter it was not necessary to prove that there was malice. If any man killed another through an unlawful act, it was manslaughter. <box>698 1705 822 1943</box>
paragraph: The Judge said there was a semblance of reason in that for sending the case to Nelson for trial, but that did not alter the fact of the careless manner in which the evidence had been got up at Christchurch. He was sorry after the delay that had taken place that the prosecution must fail. <box>138 669 265 778</box>
subheading: DEPARTURES. <box>34 2217 99 2227</box>
paragraph: Owen Martin was charged with the larceny of three pairs of blankets. On Sunday morning Constable Williams stopped the prisoner in Molesworth street, carrying three pairs of blankets and a rug. He asked him where he had got the articles. He told the constable to "go to ———," and asked him what that had to do with him, saying he (prisoner) would do with the blankets what he liked. The constable said he must go to the Police Camp with them, and the prisoner threw them down. With the assistance of Allan Maguire he was arrested, and the goods were afterwards identified by Mr Casey and Mr Southern as having belonged to the latter. Mr Dupuis, for the defence, stated that when the fire occurred he took the blankets from the front of Mr Southern's premises to protect his own and other buildings on the east side of the street. Along with the rug, which was his own property, they lay upon the premises all night, and on Sunday morning he told the defendant, who was his brother-in-law, to take them over to a fence, to be dried. He subsequently told Mr Casey of the circumstances. The Magistrate thought the last evidence satisfactorily accounted for the defendant's possession of the goods, and the case was dismissed. At the same time he thought that parties removing goods at a fire should be particularly careful to mention the fact at the earliest possible moment, and to take care that no one should be suspected. In any case where a felonious intention might be proved the guilty person would deserve to be severely punished; but in this case there did not appear to be any felonious intent. <box>698 243 822 835</box>
paragraph: after the fire was exhausted. The boot was recognised by Mr Southern as of the same description of boots as were in stock. Sergeant Kiely admitted that, when the prisoner was arrested by the Constable, he stated that he had been working to save goods, and from the appearance of his clothes, which were wet, he had probably been doing so. The prisoner denied that he took the articles with any felonious intention. He was assisting to take goods to the Queen's Hotel. One boot could be of no use to him. The Magistrate gave the prisoner the benefit of the doubt, and the charge was dismissed. <box>698 26 822 243</box>
paragraph: Mr W. D. Sedger, Auckland, has published a pamphlet entitled "Roving Diggers to become Colonial Settlers—How?" It is understood to be one of the unsuccessful essays for the Government prize, yet one of the best. <box>276 962 415 1041</box>
subheading: CHARGE OF BIGAMY. <box>847 318 944 328</box>
signature-name: A. BROWN, <box>76 2554 127 2565</box>
subheading: PASSENGER LIST. <box>25 421 107 430</box>
column-7 <box>827 26 963 1888</box>
source-credit: (From the Colonist.) <box>854 830 937 840</box>
lodge-notice: AN Emergency Meeting of the above Order will be held THIS EVENING, at 8 o'clock sharp. Business of importance. All brethren are requested to attend. <box>5 2433 127 2542</box>
list-item: Per John Penn, from Auckland and Wanganui—Messrs Humphrey, Pick, Fenton, Mrs Griffiths; 1 in the steerage, and for 6 Greymouth and Hokitika. <box>5 552 127 612</box>
paragraph: Dr Giles, R.M., proceeds to-day to Charleston. This imposition of double duty upon our local Magistrate and Warden is likely to prove, some day, of considerable inconvenience to the public. <box>138 1619 265 1689</box>
paragraph: The only civil case of interest was a suit brought by Thomas Dewdney against Thomas Jones for £40, the full amount of the stakes in a bet between the plaintiff and James Johnston, butcher. The defendant paid into Court £35 10s as the amount which he had received. The Magistrate held that the defendant was not responsible for more, unless he had given a written guarantee of his liability, and judgment was given only for the amount paid into Court. <box>698 836 822 994</box>
divider <box>717 1557 803 1558</box>
handshake-emblem-icon <box>49 2388 84 2407</box>
subheading: ARRIVALS. <box>41 134 91 143</box>
signature-title: Secretary. <box>86 2566 127 2575</box>
divider <box>295 1513 396 1514</box>
list-item: Dec. 7—Murray, s.s., for Hokitika. <box>5 315 127 334</box>
section-heading: LATEST FROM AUCKLAND. <box>855 1383 936 1403</box>
paragraph: On Sunday morning, strangely enough, a fire was discovered in Messrs Dutton and Anderson's, in the adjoining block, but it was soon extinguished. <box>562 1378 686 1438</box>
